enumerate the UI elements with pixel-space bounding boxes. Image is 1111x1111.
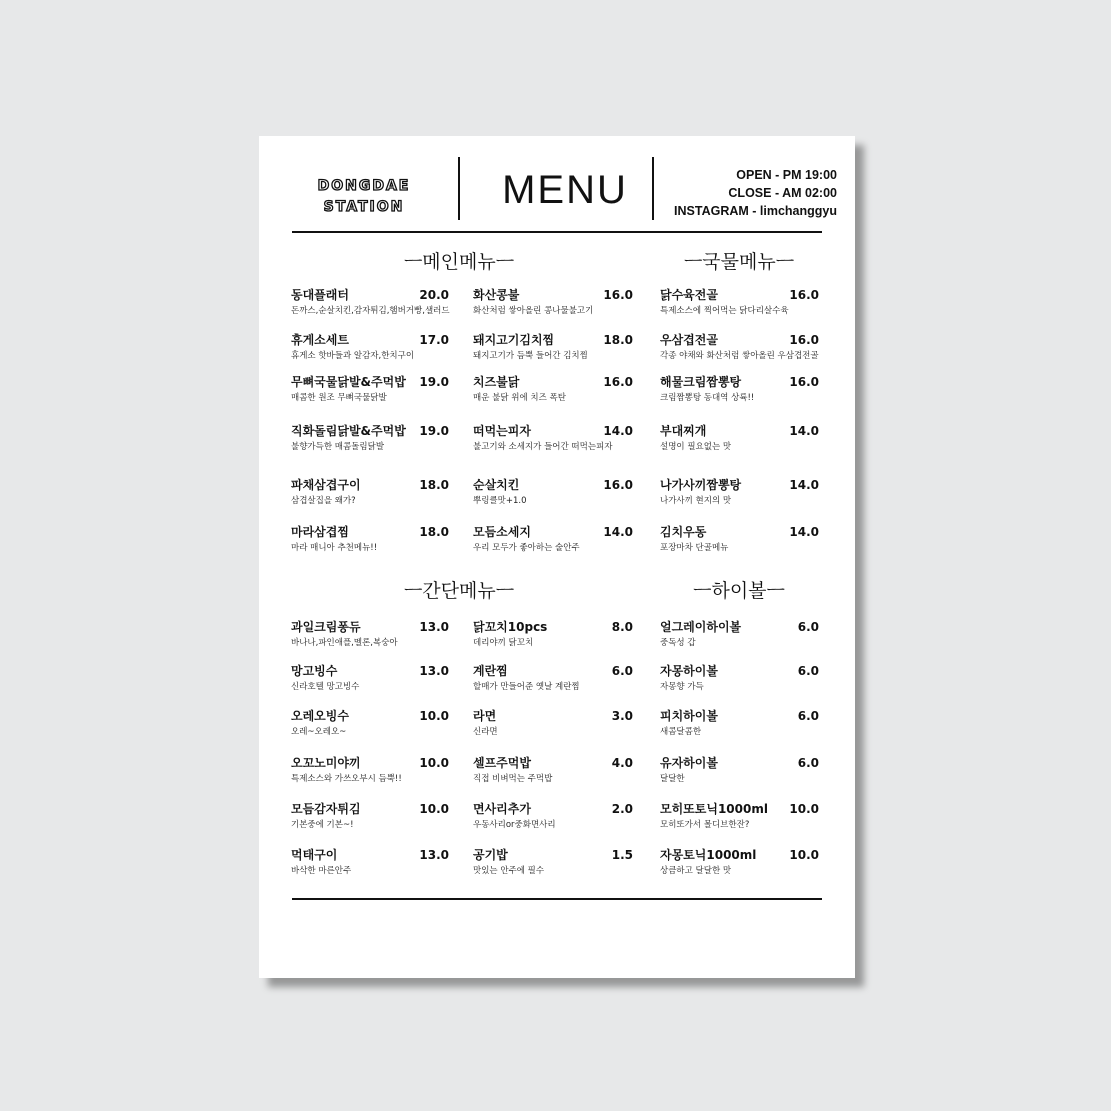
menu-item-price: 16.0: [789, 333, 819, 347]
menu-item: [660, 525, 819, 559]
menu-item-description: 중독성 갑: [660, 638, 696, 648]
menu-item-description: 할매가 만들어준 옛날 계란찜: [473, 682, 580, 692]
menu-item-description: 불향가득한 매콤돌림닭발: [291, 442, 385, 452]
section-title-soup: ㅡ국물메뉴ㅡ: [683, 251, 795, 273]
menu-item: [291, 664, 449, 698]
menu-item-price: 13.0: [419, 664, 449, 678]
menu-item-price: 10.0: [419, 709, 449, 723]
menu-item-name: 순살치킨: [473, 478, 520, 492]
header-divider-left: [458, 157, 460, 220]
menu-item: [473, 756, 633, 790]
menu-item-description: 신라호텔 망고빙수: [291, 682, 360, 692]
menu-item-name: 모듬소세지: [473, 525, 531, 539]
menu-item-price: 19.0: [419, 375, 449, 389]
menu-item-description: 오레~오레오~: [291, 727, 347, 737]
menu-item: [291, 620, 449, 654]
menu-item: [660, 288, 819, 322]
menu-item-price: 16.0: [789, 288, 819, 302]
menu-item: [660, 848, 819, 882]
menu-item-description: 화산처럼 쌓아올린 콩나물불고기: [473, 306, 594, 316]
close-hours: CLOSE - AM 02:00: [728, 186, 837, 200]
menu-item-description: 우리 모두가 좋아하는 술안주: [473, 543, 580, 553]
menu-item: [473, 664, 633, 698]
menu-item-price: 18.0: [419, 525, 449, 539]
menu-item: [660, 478, 819, 512]
menu-item-name: 면사리추가: [473, 802, 531, 816]
menu-item-price: 19.0: [419, 424, 449, 438]
menu-item-description: 설명이 필요없는 맛: [660, 442, 732, 452]
menu-item-name: 피치하이볼: [660, 709, 718, 723]
menu-item-price: 14.0: [789, 424, 819, 438]
menu-item-price: 6.0: [797, 709, 819, 723]
menu-item: [660, 802, 819, 836]
menu-item-description: 기본중에 기본~!: [291, 820, 354, 830]
footer-rule: [292, 898, 822, 900]
header-divider-right: [652, 157, 654, 220]
menu-item-name: 유자하이볼: [660, 756, 718, 770]
menu-item: [660, 709, 819, 743]
menu-item: [660, 756, 819, 790]
menu-item-name: 나가사끼짬뽕탕: [660, 478, 742, 492]
menu-item-description: 바삭한 마른안주: [291, 866, 352, 876]
menu-item-name: 동대플래터: [291, 288, 349, 302]
menu-item-description: 돼지고기가 듬뿍 들어간 김치찜: [473, 351, 588, 361]
menu-item-price: 3.0: [611, 709, 633, 723]
menu-item-name: 먹태구이: [291, 848, 338, 862]
menu-item-price: 16.0: [603, 375, 633, 389]
menu-item-description: 돈까스,순살치킨,감자튀김,햄버거빵,샐러드: [291, 306, 450, 316]
menu-item-price: 10.0: [419, 756, 449, 770]
menu-item-description: 특제소스와 가쓰오부시 듬뿍!!: [291, 774, 402, 784]
brand-logo: [291, 176, 437, 218]
menu-item: [291, 478, 449, 512]
menu-item-name: 자몽토닉1000ml: [660, 848, 757, 862]
menu-item-name: 모듬감자튀김: [291, 802, 361, 816]
menu-item-description: 모히또가서 몰디브한잔?: [660, 820, 750, 830]
menu-item: [291, 375, 449, 409]
brand-line-1: DONGDAE: [317, 178, 411, 194]
section-title-highball: ㅡ하이볼ㅡ: [693, 580, 785, 602]
menu-item-description: 우동사리or중화면사리: [473, 820, 556, 830]
page-title: MENU: [502, 168, 628, 212]
menu-item: [660, 333, 819, 367]
menu-item-name: 셀프주먹밥: [473, 756, 531, 770]
menu-item-name: 화산콩불: [473, 288, 520, 302]
menu-item: [291, 802, 449, 836]
menu-item-name: 과일크림퐁듀: [291, 620, 361, 634]
menu-item: [291, 333, 449, 367]
section-title-main: ㅡ메인메뉴ㅡ: [403, 251, 515, 273]
menu-item: [291, 525, 449, 559]
instagram-handle: INSTAGRAM - limchanggyu: [674, 204, 837, 218]
menu-item-name: 떠먹는피자: [473, 424, 531, 438]
menu-item-name: 돼지고기김치찜: [473, 333, 555, 347]
menu-item-name: 오레오빙수: [291, 709, 349, 723]
menu-item-price: 13.0: [419, 620, 449, 634]
menu-item-name: 닭꼬치10pcs: [473, 620, 548, 634]
menu-item: [660, 664, 819, 698]
menu-item-price: 20.0: [419, 288, 449, 302]
menu-item-name: 얼그레이하이볼: [660, 620, 742, 634]
menu-item-description: 달달한: [660, 774, 685, 784]
menu-item: [473, 478, 633, 512]
menu-sheet: [259, 136, 855, 978]
menu-item-description: 매운 불닭 위에 치즈 폭탄: [473, 393, 566, 403]
menu-item-name: 김치우동: [660, 525, 707, 539]
menu-item-name: 모히또토닉1000ml: [660, 802, 768, 816]
menu-item-price: 1.5: [611, 848, 633, 862]
menu-item-price: 8.0: [611, 620, 633, 634]
menu-item-price: 13.0: [419, 848, 449, 862]
menu-item-description: 상큼하고 달달한 맛: [660, 866, 732, 876]
menu-item-description: 새콤달콤한: [660, 727, 702, 737]
menu-item-price: 10.0: [419, 802, 449, 816]
open-hours: OPEN - PM 19:00: [736, 168, 837, 182]
menu-item: [473, 525, 633, 559]
menu-item-description: 맛있는 안주에 필수: [473, 866, 545, 876]
menu-item: [660, 620, 819, 654]
menu-item-name: 라면: [473, 709, 497, 723]
menu-item-name: 무뼈국물닭발&주먹밥: [291, 375, 406, 389]
menu-item-price: 10.0: [789, 802, 819, 816]
menu-item-price: 16.0: [789, 375, 819, 389]
menu-item-name: 우삼겹전골: [660, 333, 718, 347]
menu-item-price: 6.0: [611, 664, 633, 678]
menu-item: [291, 848, 449, 882]
menu-item-description: 바나나,파인애플,멜론,복숭아: [291, 638, 398, 648]
menu-item-description: 자몽향 가득: [660, 682, 704, 692]
menu-item-price: 4.0: [611, 756, 633, 770]
menu-item-name: 마라삼겹찜: [291, 525, 349, 539]
menu-item-price: 14.0: [603, 525, 633, 539]
hours-info: [674, 166, 837, 220]
menu-item-price: 6.0: [797, 756, 819, 770]
menu-item: [473, 375, 633, 409]
menu-item-price: 2.0: [611, 802, 633, 816]
menu-item-description: 포장마차 단골메뉴: [660, 543, 729, 553]
menu-item: [660, 375, 819, 409]
menu-item: [473, 333, 633, 367]
menu-item-price: 16.0: [603, 478, 633, 492]
menu-item-name: 자몽하이볼: [660, 664, 718, 678]
menu-item-name: 오꼬노미야끼: [291, 756, 361, 770]
menu-item-name: 계란찜: [473, 664, 508, 678]
menu-item-name: 닭수육전골: [660, 288, 718, 302]
menu-item-description: 나가사끼 현지의 맛: [660, 496, 732, 506]
menu-item-name: 치즈불닭: [473, 375, 520, 389]
menu-item: [473, 424, 633, 458]
menu-item-name: 직화돌림닭발&주먹밥: [291, 424, 406, 438]
menu-item: [291, 424, 449, 458]
menu-item-description: 데리야끼 닭꼬치: [473, 638, 534, 648]
menu-item: [473, 848, 633, 882]
menu-item-price: 18.0: [603, 333, 633, 347]
menu-item: [291, 288, 449, 322]
menu-item-price: 6.0: [797, 620, 819, 634]
menu-item-price: 14.0: [789, 478, 819, 492]
menu-item-description: 크림짬뽕탕 동대역 상륙!!: [660, 393, 755, 403]
menu-item-price: 14.0: [603, 424, 633, 438]
menu-item-price: 14.0: [789, 525, 819, 539]
menu-item-price: 18.0: [419, 478, 449, 492]
menu-item-description: 마라 매니아 추천메뉴!!: [291, 543, 378, 553]
menu-item: [473, 802, 633, 836]
menu-item: [473, 288, 633, 322]
menu-item: [473, 620, 633, 654]
menu-item-name: 휴게소세트: [291, 333, 349, 347]
menu-item-description: 신라면: [473, 727, 498, 737]
header-rule: [292, 231, 822, 233]
menu-item-description: 특제소스에 찍어먹는 닭다리살수육: [660, 306, 789, 316]
menu-item-description: 뿌링클맛+1.0: [473, 496, 527, 506]
menu-item-name: 공기밥: [473, 848, 508, 862]
menu-item: [473, 709, 633, 743]
menu-item-price: 6.0: [797, 664, 819, 678]
menu-item-price: 16.0: [603, 288, 633, 302]
menu-item-name: 망고빙수: [291, 664, 338, 678]
menu-item-name: 부대찌개: [660, 424, 707, 438]
brand-line-2: STATION: [323, 199, 405, 215]
menu-item-description: 불고기와 소세지가 들어간 떠먹는피자: [473, 442, 613, 452]
menu-item-price: 10.0: [789, 848, 819, 862]
menu-item-description: 매콤한 원조 무뼈국물닭발: [291, 393, 387, 403]
menu-item: [291, 756, 449, 790]
menu-item: [660, 424, 819, 458]
menu-item-name: 해물크림짬뽕탕: [660, 375, 742, 389]
menu-item-description: 직접 비벼먹는 주먹밥: [473, 774, 553, 784]
menu-item-description: 휴게소 핫바들과 알감자,한치구이: [291, 351, 415, 361]
menu-item-price: 17.0: [419, 333, 449, 347]
menu-item: [291, 709, 449, 743]
section-title-snack: ㅡ간단메뉴ㅡ: [403, 580, 515, 602]
menu-item-name: 파채삼겹구이: [291, 478, 361, 492]
menu-item-description: 각종 야채와 화산처럼 쌓아올린 우삼겹전골: [660, 351, 819, 361]
menu-item-description: 삼겹살집을 왜가?: [291, 496, 356, 506]
